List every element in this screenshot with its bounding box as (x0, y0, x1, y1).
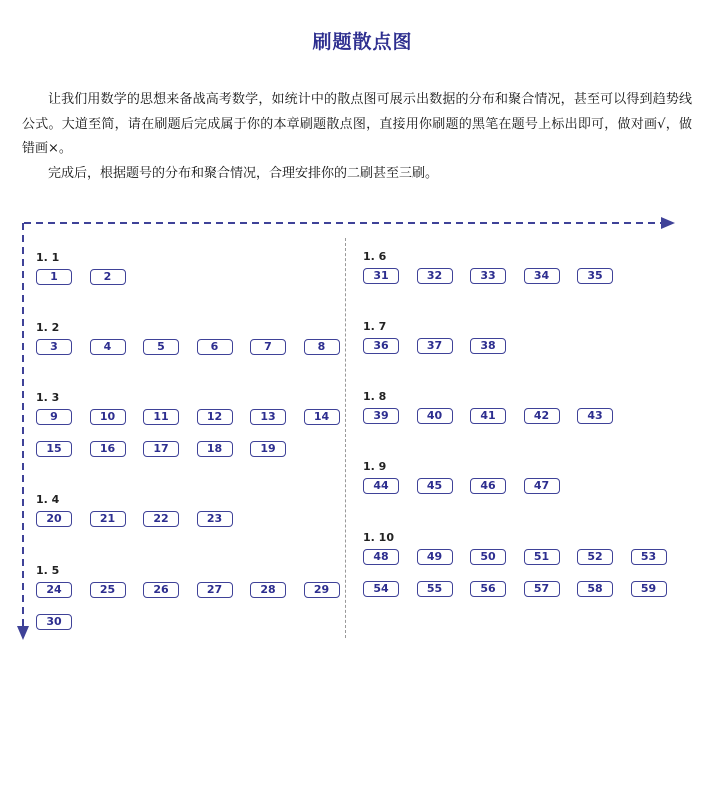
question-number-box[interactable]: 24 (36, 582, 72, 598)
question-number-box[interactable]: 12 (197, 409, 233, 425)
question-number-box[interactable]: 2 (90, 269, 126, 285)
section-5 (363, 249, 631, 300)
question-number-box[interactable]: 19 (250, 441, 286, 457)
question-number-box[interactable]: 41 (470, 408, 506, 424)
question-row (36, 441, 357, 461)
question-row (363, 581, 684, 601)
question-number-box[interactable]: 27 (197, 582, 233, 598)
question-row (363, 478, 577, 498)
question-number-box[interactable]: 47 (524, 478, 560, 494)
section-label: 1. 5 (36, 564, 60, 577)
question-number-box[interactable]: 50 (470, 549, 506, 565)
question-number-box[interactable]: 48 (363, 549, 399, 565)
question-number-box[interactable]: 49 (417, 549, 453, 565)
section-label: 1. 6 (363, 250, 387, 263)
question-number-box[interactable]: 53 (631, 549, 667, 565)
section-label: 1. 10 (363, 531, 394, 544)
section-label: 1. 2 (36, 321, 60, 334)
question-number-box[interactable]: 8 (304, 339, 340, 355)
question-number-box[interactable]: 3 (36, 339, 72, 355)
question-number-box[interactable]: 37 (417, 338, 453, 354)
question-number-box[interactable]: 52 (577, 549, 613, 565)
section-label: 1. 9 (363, 460, 387, 473)
question-number-box[interactable]: 9 (36, 409, 72, 425)
question-number-box[interactable]: 42 (524, 408, 560, 424)
question-row (363, 338, 524, 358)
question-number-box[interactable]: 13 (250, 409, 286, 425)
horizontal-dashed-arrow-icon (23, 214, 678, 230)
question-number-box[interactable]: 1 (36, 269, 72, 285)
intro-paragraph-1: 让我们用数学的思想来备战高考数学，如统计中的散点图可展示出数据的分布和聚合情况，甚至可以得到趋势线公式。大道至简，请在刷题后完成属于你的本章刷题散点图，直接用你刷题的黑笔在题号上标出即可，做对画√，做错画×。 (22, 92, 692, 156)
question-number-box[interactable]: 17 (143, 441, 179, 457)
question-number-box[interactable]: 31 (363, 268, 399, 284)
question-number-box[interactable]: 14 (304, 409, 340, 425)
question-number-box[interactable]: 26 (143, 582, 179, 598)
question-number-box[interactable]: 43 (577, 408, 613, 424)
question-number-box[interactable]: 44 (363, 478, 399, 494)
question-number-box[interactable]: 36 (363, 338, 399, 354)
page-title: 刷题散点图 (312, 31, 413, 53)
question-row (36, 511, 250, 531)
question-number-box[interactable]: 21 (90, 511, 126, 527)
section-label: 1. 3 (36, 391, 60, 404)
question-number-box[interactable]: 45 (417, 478, 453, 494)
question-number-box[interactable]: 30 (36, 614, 72, 630)
question-number-box[interactable]: 25 (90, 582, 126, 598)
question-number-box[interactable]: 58 (577, 581, 613, 597)
question-row (36, 339, 357, 359)
question-number-box[interactable]: 39 (363, 408, 399, 424)
section-1 (36, 320, 357, 371)
question-number-box[interactable]: 5 (143, 339, 179, 355)
question-number-box[interactable]: 35 (577, 268, 613, 284)
question-number-box[interactable]: 40 (417, 408, 453, 424)
question-row (36, 409, 357, 429)
section-6 (363, 319, 524, 370)
question-number-box[interactable]: 56 (470, 581, 506, 597)
question-number-box[interactable]: 51 (524, 549, 560, 565)
section-3 (36, 492, 250, 543)
intro-text (22, 88, 692, 186)
section-label: 1. 1 (36, 251, 60, 264)
question-number-box[interactable]: 46 (470, 478, 506, 494)
question-number-box[interactable]: 23 (197, 511, 233, 527)
question-row (36, 614, 357, 634)
section-label: 1. 8 (363, 390, 387, 403)
intro-paragraph-2: 完成后，根据题号的分布和聚合情况，合理安排你的二刷甚至三刷。 (48, 165, 439, 181)
section-7 (363, 389, 631, 440)
question-number-box[interactable]: 7 (250, 339, 286, 355)
question-number-box[interactable]: 18 (197, 441, 233, 457)
question-number-box[interactable]: 29 (304, 582, 340, 598)
question-number-box[interactable]: 34 (524, 268, 560, 284)
question-number-box[interactable]: 6 (197, 339, 233, 355)
question-number-box[interactable]: 11 (143, 409, 179, 425)
section-label: 1. 4 (36, 493, 60, 506)
question-number-box[interactable]: 59 (631, 581, 667, 597)
question-number-box[interactable]: 57 (524, 581, 560, 597)
question-number-box[interactable]: 4 (90, 339, 126, 355)
question-number-box[interactable]: 16 (90, 441, 126, 457)
section-8 (363, 459, 577, 510)
question-row (36, 269, 143, 289)
question-number-box[interactable]: 10 (90, 409, 126, 425)
vertical-dashed-arrow-icon (13, 222, 33, 644)
section-4 (36, 563, 357, 646)
question-number-box[interactable]: 33 (470, 268, 506, 284)
question-number-box[interactable]: 20 (36, 511, 72, 527)
section-9 (363, 530, 684, 613)
question-number-box[interactable]: 38 (470, 338, 506, 354)
question-row (363, 408, 631, 428)
question-number-box[interactable]: 54 (363, 581, 399, 597)
section-label: 1. 7 (363, 320, 387, 333)
section-0 (36, 250, 143, 301)
question-row (363, 549, 684, 569)
question-number-box[interactable]: 32 (417, 268, 453, 284)
question-number-box[interactable]: 22 (143, 511, 179, 527)
question-number-box[interactable]: 15 (36, 441, 72, 457)
section-2 (36, 390, 357, 473)
question-number-box[interactable]: 55 (417, 581, 453, 597)
question-number-box[interactable]: 28 (250, 582, 286, 598)
question-row (36, 582, 357, 602)
question-row (363, 268, 631, 288)
